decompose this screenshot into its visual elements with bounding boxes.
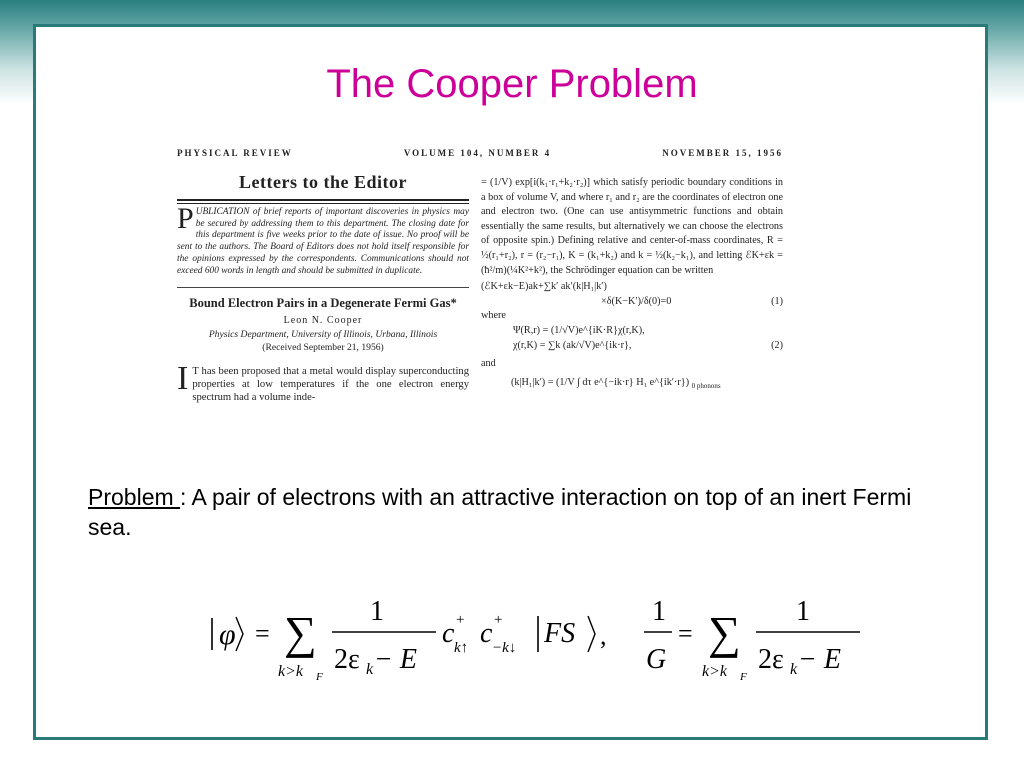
equation-1 (481, 280, 783, 309)
section-title: Letters to the Editor (239, 172, 407, 192)
equation-1-line-a: (ℰK+εk−E)ak+∑k′ ak′(k|H₁|k′) (481, 281, 607, 293)
paper-header (177, 148, 783, 158)
and-text: and (481, 358, 496, 370)
notice-text: UBLICATION of brief reports of important discoveries in physics may be secured by addressing them to this department. The closing date for this department is five weeks prior to the date of issue. No proof will be sent to the authors. The Board of Editors does not hold itself responsible for the opinions expressed by the correspondents. Communications should not exceed 600 words in length and should be submitted in duplicate. (177, 207, 469, 276)
cooper-formula (200, 590, 880, 700)
author-affiliation: Physics Department, University of Illinois, Urbana, Illinois (208, 329, 438, 341)
slide-title: The Cooper Problem (326, 62, 698, 106)
creation-op-1-sub: k↑ (454, 640, 469, 656)
article-title: Bound Electron Pairs in a Degenerate Fermi Gas* (189, 296, 457, 311)
fermi-sea: FS (544, 618, 576, 649)
denominator-2-minus-e: − E (798, 644, 841, 675)
equation-1-number: (1) (771, 295, 783, 307)
equation-3-subscript: 0 phonons (691, 381, 721, 390)
coupling-g: G (646, 644, 667, 675)
equation-3 (481, 376, 783, 394)
equation-2-number: (2) (771, 339, 783, 351)
creation-op-1: c (442, 618, 455, 649)
equation-1-line-b: ×δ(K−K′)/δ(0)=0 (601, 295, 672, 307)
ket-bracket (236, 617, 243, 651)
equals-2: = (678, 619, 693, 648)
article-body (177, 360, 469, 404)
equation-2-line-a: Ψ(R,r) = (1/√V)e^{iK·R}χ(r,K), (513, 324, 645, 336)
denominator-2-k: k (790, 661, 798, 678)
volume-number: VOLUME 104, NUMBER 4 (403, 148, 552, 158)
sum-1-subscript-f: F (316, 671, 323, 683)
article-author: Leon N. Cooper (283, 315, 363, 327)
journal-name: PHYSICAL REVIEW (177, 148, 293, 158)
equation-2-row (481, 339, 783, 354)
paper-right-column (481, 176, 783, 393)
creation-op-2-sub: −k↓ (492, 640, 517, 656)
sum-symbol-1: ∑ (284, 607, 317, 658)
paper-excerpt (175, 142, 787, 464)
equals-1: = (255, 619, 270, 648)
problem-label: Problem (88, 484, 181, 510)
problem-text: : A pair of electrons with an attractive interaction on top of an inert Fermi sea. (88, 484, 912, 540)
sum-2-subscript: k>k (702, 663, 727, 680)
paper-left-column (177, 172, 469, 404)
drop-cap-i: I (177, 360, 189, 398)
denominator-2-2eps: 2ε (758, 644, 784, 675)
creation-op-2: c (480, 618, 493, 649)
creation-op-2-sup: + (494, 612, 503, 628)
sum-2-subscript-f: F (740, 671, 747, 683)
equation-2-line-b: χ(r,K) = ∑k (ak/√V)e^{ik·r}, (513, 339, 632, 351)
double-rule (177, 199, 469, 204)
fs-ket-bracket (588, 616, 595, 652)
phi-symbol: φ (219, 618, 236, 651)
received-date: (Received September 21, 1956) (262, 342, 384, 354)
article-body-text: T has been proposed that a metal would display superconducting properties at low temperatures if the one electron energy spectrum had a volume inde- (192, 366, 469, 404)
numerator-1: 1 (370, 596, 384, 627)
equation-3-body: (k|H₁|k′) = (1/V ∫ dτ e^{−ik·r} H₁ e^{ik′·r}) (511, 376, 690, 388)
numerator-2: 1 (796, 596, 810, 627)
editorial-notice (177, 202, 469, 277)
denominator-1-minus-e: − E (374, 644, 417, 675)
equation-2 (481, 324, 783, 353)
comma: , (600, 621, 607, 650)
numerator-g: 1 (652, 596, 666, 627)
drop-cap-p: P (177, 202, 194, 235)
divider (177, 287, 469, 288)
denominator-1-k: k (366, 661, 374, 678)
problem-statement (88, 482, 938, 542)
denominator-1-2eps: 2ε (334, 644, 360, 675)
sum-symbol-2: ∑ (708, 607, 741, 658)
where-text: where (481, 310, 506, 322)
equation-1-row (481, 295, 783, 310)
sum-1-subscript: k>k (278, 663, 303, 680)
creation-op-1-sup: + (456, 612, 465, 628)
col2-paragraph: = (1/V) exp[i(k₁·r₁+k₂·r₂)] which satisfy periodic boundary conditions in a box of volume V, and where r₁ and r₂ are the coordinates of electron one and electron two. (One can use antisymmetric functions and obtain essentially the same results, but alternatively we can choose the electrons of opposite spin.) Defining relative and center-of-mass coordinates, R = ½(r₁+r₂), r = (r₂−r₁), K = (k₁+k₂) and k = ½(k₂−k₁), and letting ℰK+εk = (ħ²/m)(¼K²+k²), the Schrödinger equation can be written (481, 177, 783, 276)
issue-date: NOVEMBER 15, 1956 (662, 148, 783, 158)
